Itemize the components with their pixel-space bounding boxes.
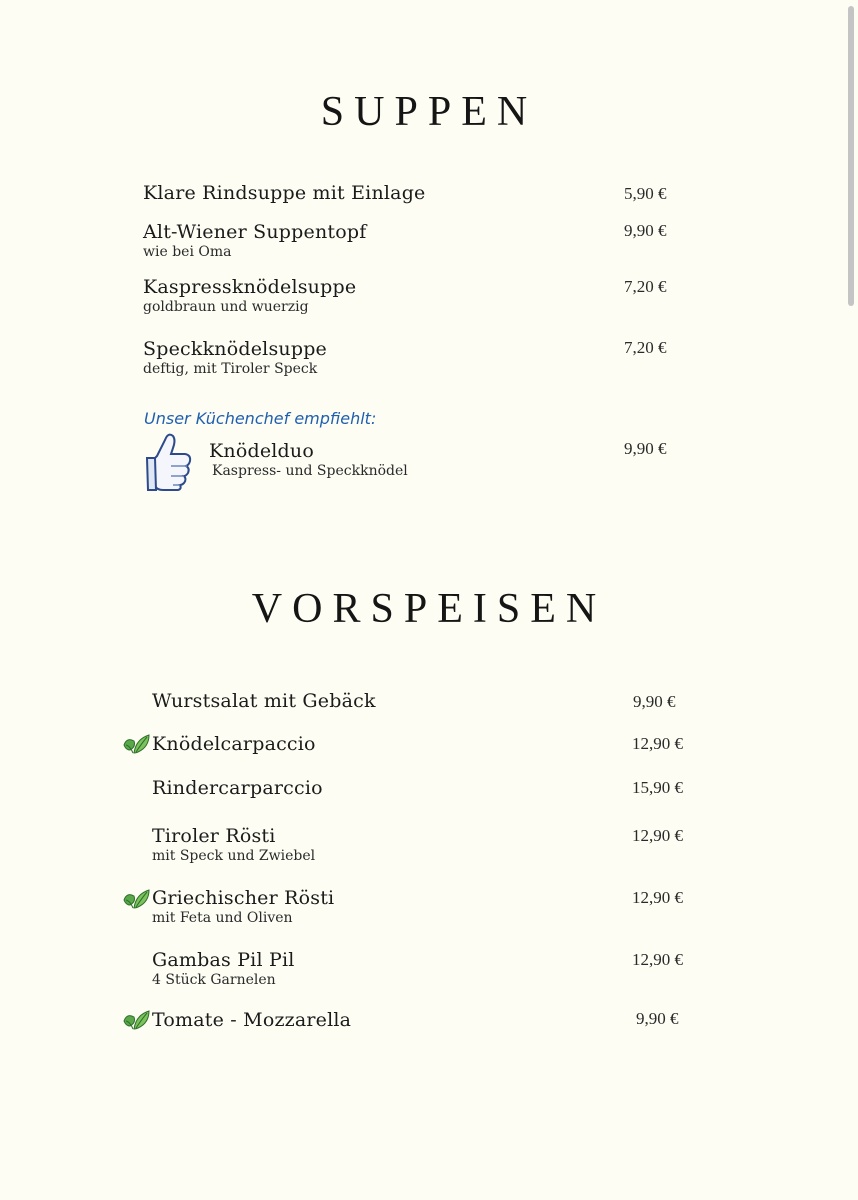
item-price: 9,90 €	[633, 692, 676, 711]
item-price: 7,20 €	[624, 338, 667, 357]
menu-item	[143, 182, 426, 204]
menu-item	[143, 221, 366, 260]
menu-item	[152, 733, 316, 755]
menu-item	[143, 276, 356, 315]
item-name: Alt-Wiener Suppentopf	[143, 221, 367, 243]
item-price: 12,90 €	[632, 826, 683, 845]
item-name: Wurstsalat mit Gebäck	[152, 690, 376, 712]
item-price: 9,90 €	[624, 439, 667, 458]
item-name: Gambas Pil Pil	[152, 949, 295, 971]
item-price: 9,90 €	[624, 221, 667, 240]
chef-recommendation-label: Unser Küchenchef empfiehlt:	[144, 409, 377, 428]
item-description: Kaspress- und Speckknödel	[212, 463, 408, 479]
leaf-icon	[122, 888, 150, 912]
recommended-item	[209, 440, 408, 479]
menu-item	[152, 1009, 351, 1031]
section-title-suppen: SUPPEN	[320, 89, 538, 135]
item-price: 15,90 €	[632, 778, 683, 797]
item-name: Tiroler Rösti	[152, 825, 276, 847]
item-description: mit Speck und Zwiebel	[152, 848, 316, 864]
leaf-icon	[122, 733, 150, 757]
scrollbar[interactable]	[848, 6, 854, 306]
menu-item	[152, 777, 323, 799]
item-name: Rindercarparccio	[152, 777, 323, 799]
item-description: wie bei Oma	[143, 244, 232, 260]
item-name: Knödelcarpaccio	[152, 733, 316, 755]
item-name: Knödelduo	[209, 440, 314, 462]
item-price: 12,90 €	[632, 734, 683, 753]
item-description: 4 Stück Garnelen	[152, 972, 276, 988]
item-price: 12,90 €	[632, 888, 683, 907]
menu-item	[143, 338, 327, 377]
menu-item	[152, 949, 295, 988]
item-price: 9,90 €	[636, 1009, 679, 1028]
item-description: deftig, mit Tiroler Speck	[143, 361, 318, 377]
item-name: Griechischer Rösti	[152, 887, 335, 909]
menu-item	[152, 825, 315, 864]
thumbs-up-icon	[143, 430, 193, 492]
item-name: Tomate - Mozzarella	[152, 1009, 352, 1031]
item-name: Kaspressknödelsuppe	[143, 276, 357, 298]
item-name: Klare Rindsuppe mit Einlage	[143, 182, 426, 204]
item-price: 7,20 €	[624, 277, 667, 296]
item-description: mit Feta und Oliven	[152, 910, 293, 926]
item-price: 12,90 €	[632, 950, 683, 969]
section-title-vorspeisen: VORSPEISEN	[251, 586, 607, 632]
leaf-icon	[122, 1009, 150, 1033]
menu-item	[152, 690, 376, 712]
item-price: 5,90 €	[624, 184, 667, 203]
menu-item	[152, 887, 334, 926]
item-name: Speckknödelsuppe	[143, 338, 328, 360]
item-description: goldbraun und wuerzig	[143, 299, 309, 315]
